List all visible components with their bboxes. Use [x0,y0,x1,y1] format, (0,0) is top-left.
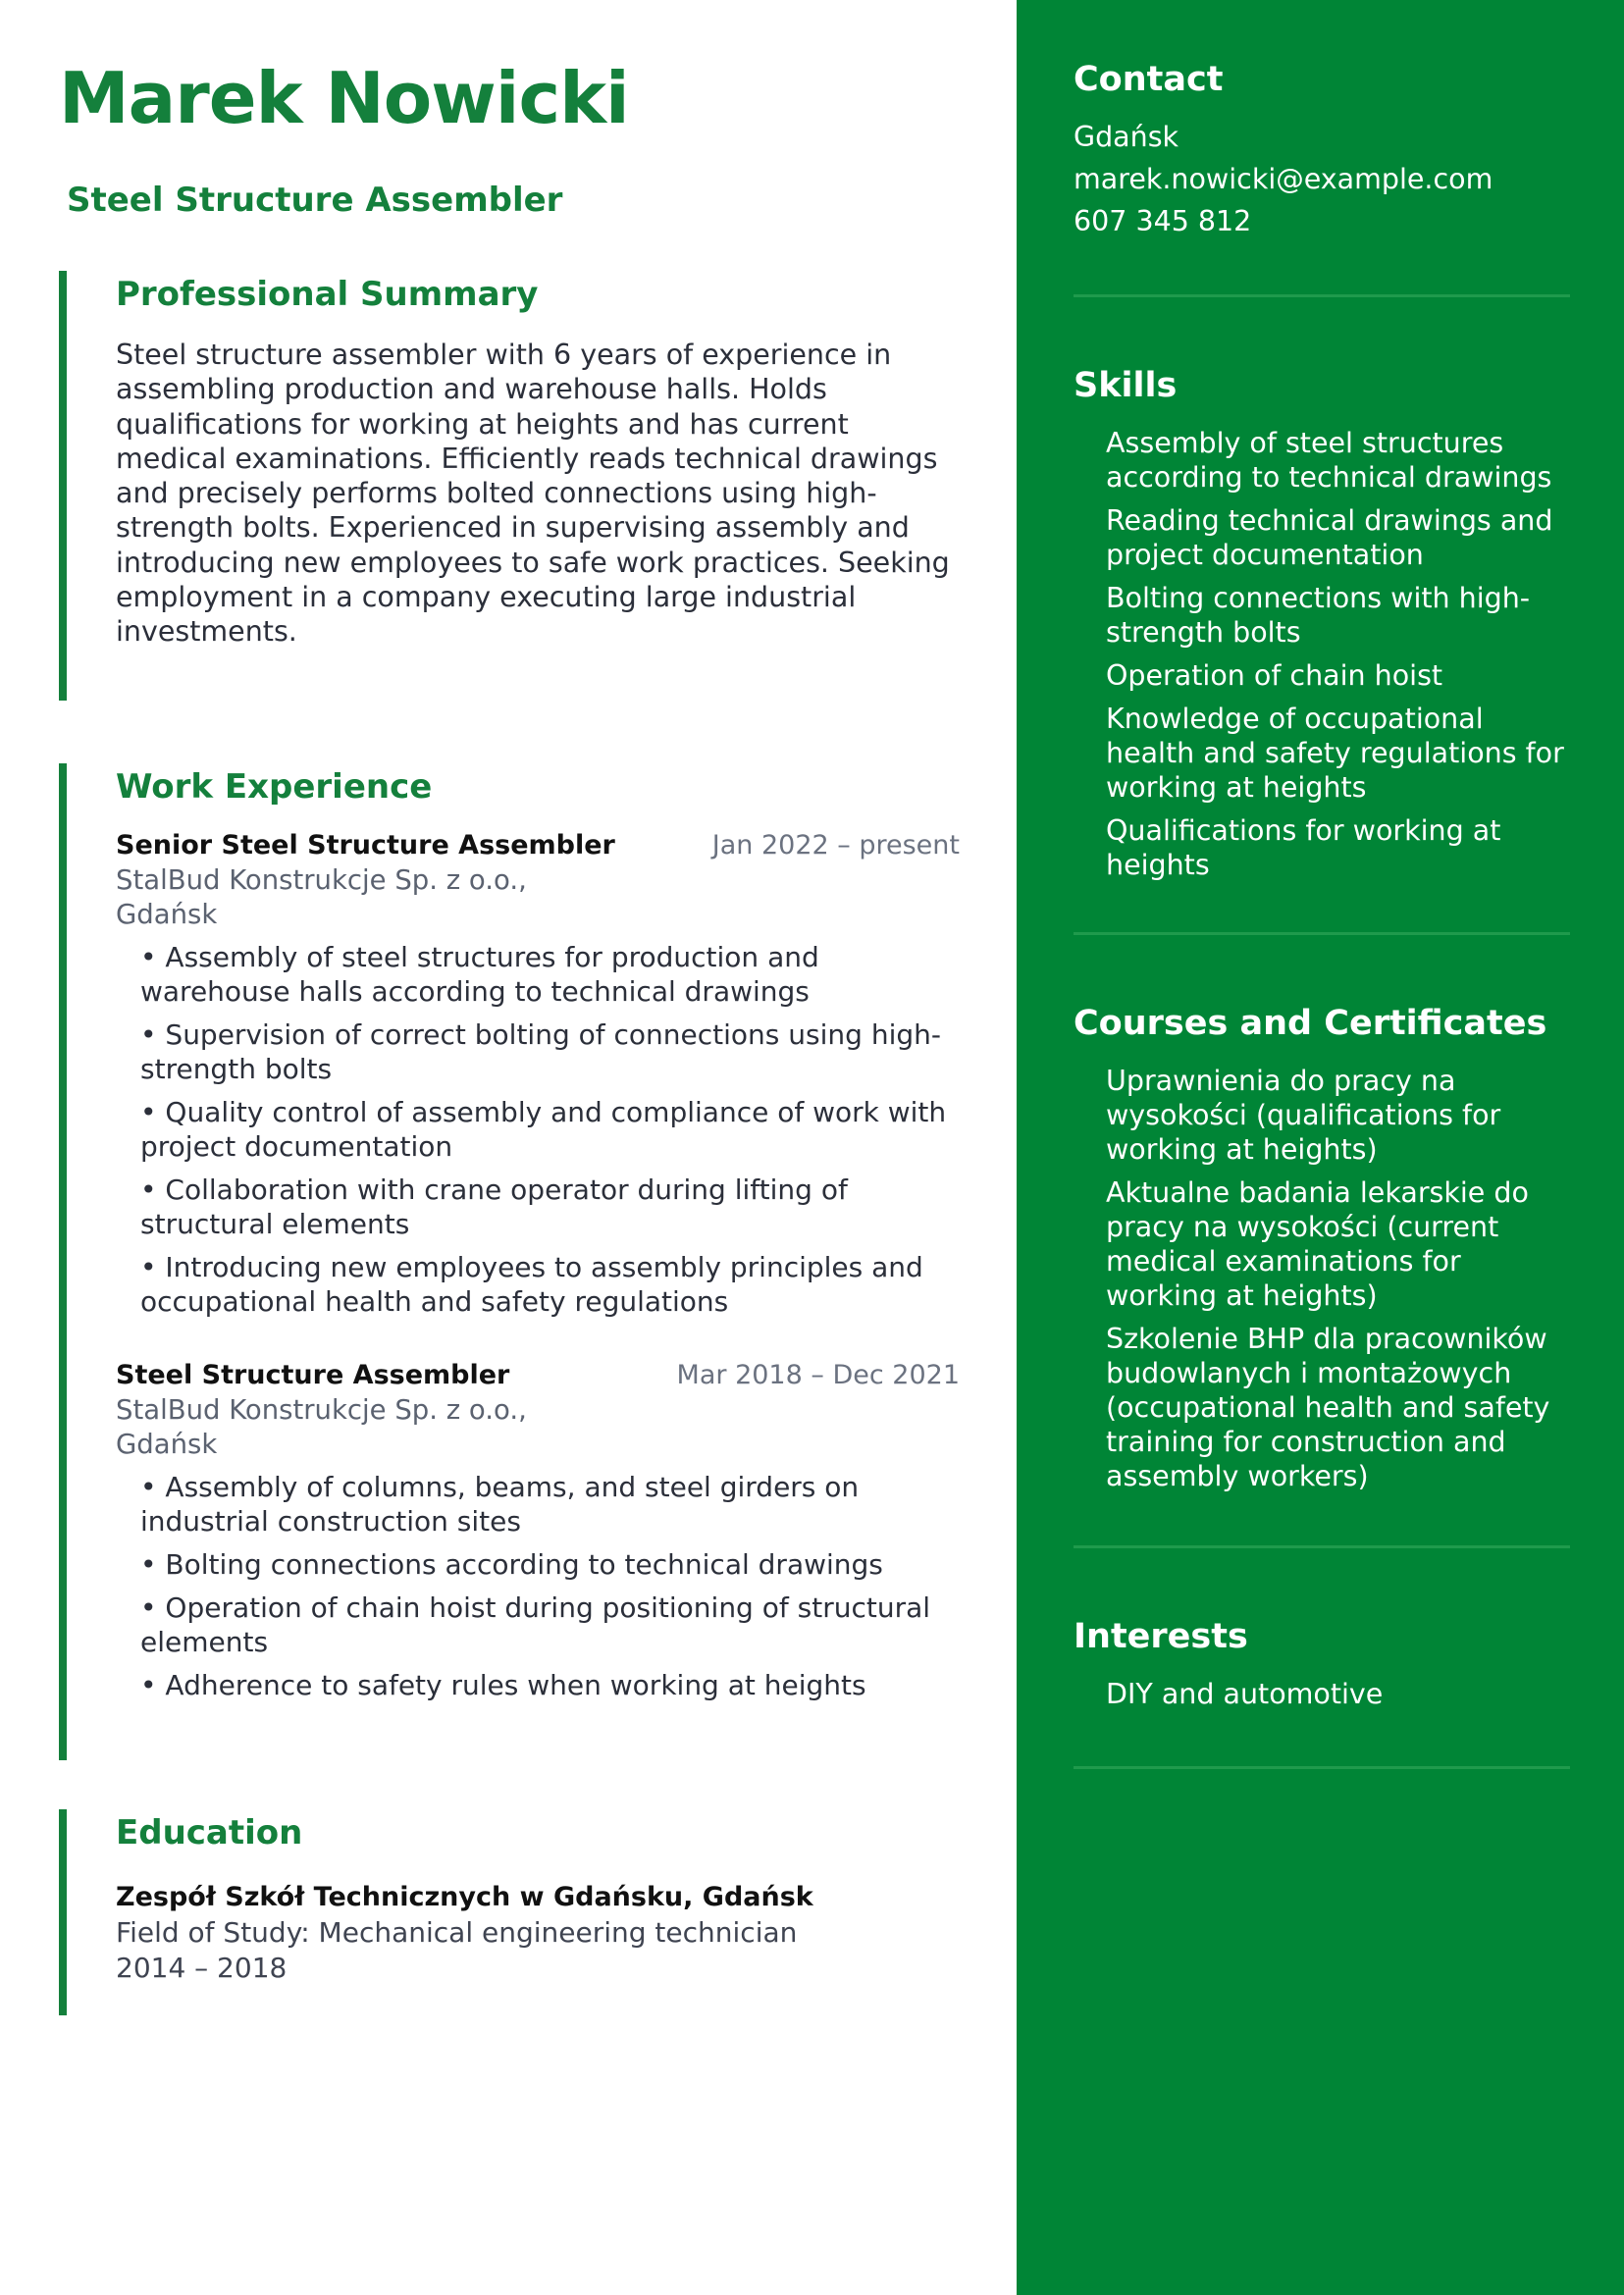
job-header [116,828,960,863]
contact-city: Gdańsk [1074,121,1179,153]
job-bullet: • Supervision of correct bolting of connections using high-strength bolts [140,1018,941,1085]
skill-item: Bolting connections with high-strength bolts [1106,582,1531,649]
job-dates: Mar 2018 – Dec 2021 [676,1360,960,1390]
summary-section [59,271,962,701]
job-company: StalBud Konstrukcje Sp. z o.o., Gdańsk [116,864,527,930]
sidebar-divider [1074,932,1570,935]
job-dates: Jan 2022 – present [711,830,960,861]
job-bullet: • Collaboration with crane operator during lifting of structural elements [140,1174,848,1240]
job-header [116,1358,960,1393]
job-bullet: • Introducing new employees to assembly principles and occupational health and safety regulations [140,1251,923,1318]
skill-item: Reading technical drawings and project documentation [1106,504,1553,571]
job-entry [116,828,962,1319]
job-company: StalBud Konstrukcje Sp. z o.o., Gdańsk [116,1394,527,1460]
interest-item: DIY and automotive [1106,1678,1384,1710]
education-section [59,1809,962,2015]
job-bullet: • Assembly of steel structures for production and warehouse halls according to technical drawings [140,941,819,1008]
education-field: Field of Study: Mechanical engineering technician [116,1916,798,1949]
courses-heading: Courses and Certificates [1074,1004,1547,1043]
courses-list [1106,1064,1570,1493]
contact-heading: Contact [1074,60,1224,99]
job-role: Senior Steel Structure Assembler [116,830,615,861]
job-bullet: • Assembly of columns, beams, and steel girders on industrial construction sites [140,1471,860,1538]
job-bullet: • Bolting connections according to technical drawings [140,1548,883,1581]
skills-section [1074,365,1570,891]
contact-phone[interactable]: 607 345 812 [1074,205,1252,237]
sidebar-divider [1074,294,1570,297]
interests-section [1074,1616,1570,1720]
course-item: Szkolenie BHP dla pracowników budowlanych i montażowych (occupational health and safety training for construction and assembly workers) [1106,1323,1550,1492]
job-bullet: • Adherence to safety rules when working at heights [140,1669,866,1701]
job-entry [116,1358,962,1702]
job-bullet: • Quality control of assembly and compliance of work with project documentation [140,1096,947,1163]
summary-text: Steel structure assembler with 6 years of experience in assembling production and warehouse halls. Holds qualifications for working at heights and has current medical examinations. Efficiently reads technical drawings and precisely performs bolted connections using high-strength bolts. Experienced in supervising assembly and introducing new employees to safe work practices. Seeking employment in a company executing large industrial investments. [116,339,950,649]
candidate-name: Marek Nowicki [59,57,629,139]
course-item: Aktualne badania lekarskie do pracy na wysokości (current medical examinations for working at heights) [1106,1176,1529,1312]
summary-heading: Professional Summary [116,275,539,314]
skill-item: Qualifications for working at heights [1106,814,1501,881]
sidebar [1017,0,1624,2295]
education-years: 2014 – 2018 [116,1952,288,1984]
sidebar-divider [1074,1766,1570,1769]
education-school: Zespół Szkół Technicznych w Gdańsku, Gdańsk [116,1882,813,1912]
contact-section [1074,59,1570,242]
interests-list [1106,1677,1570,1711]
contact-email[interactable]: marek.nowicki@example.com [1074,163,1493,195]
course-item: Uprawnienia do pracy na wysokości (qualifications for working at heights) [1106,1065,1501,1166]
experience-section [59,763,962,1760]
skill-item: Knowledge of occupational health and safety regulations for working at heights [1106,703,1564,804]
skill-item: Operation of chain hoist [1106,659,1443,692]
contact-list [1074,116,1570,242]
skills-list [1106,426,1570,882]
job-bullets [140,940,965,1319]
skills-heading: Skills [1074,366,1178,405]
interests-heading: Interests [1074,1617,1248,1656]
skill-item: Assembly of steel structures according to technical drawings [1106,427,1552,494]
job-bullets [140,1470,965,1702]
experience-heading: Work Experience [116,767,433,807]
candidate-title: Steel Structure Assembler [67,181,563,220]
education-heading: Education [116,1813,303,1852]
sidebar-divider [1074,1545,1570,1548]
courses-section [1074,1003,1570,1502]
job-role: Steel Structure Assembler [116,1360,510,1390]
job-bullet: • Operation of chain hoist during positioning of structural elements [140,1591,931,1658]
